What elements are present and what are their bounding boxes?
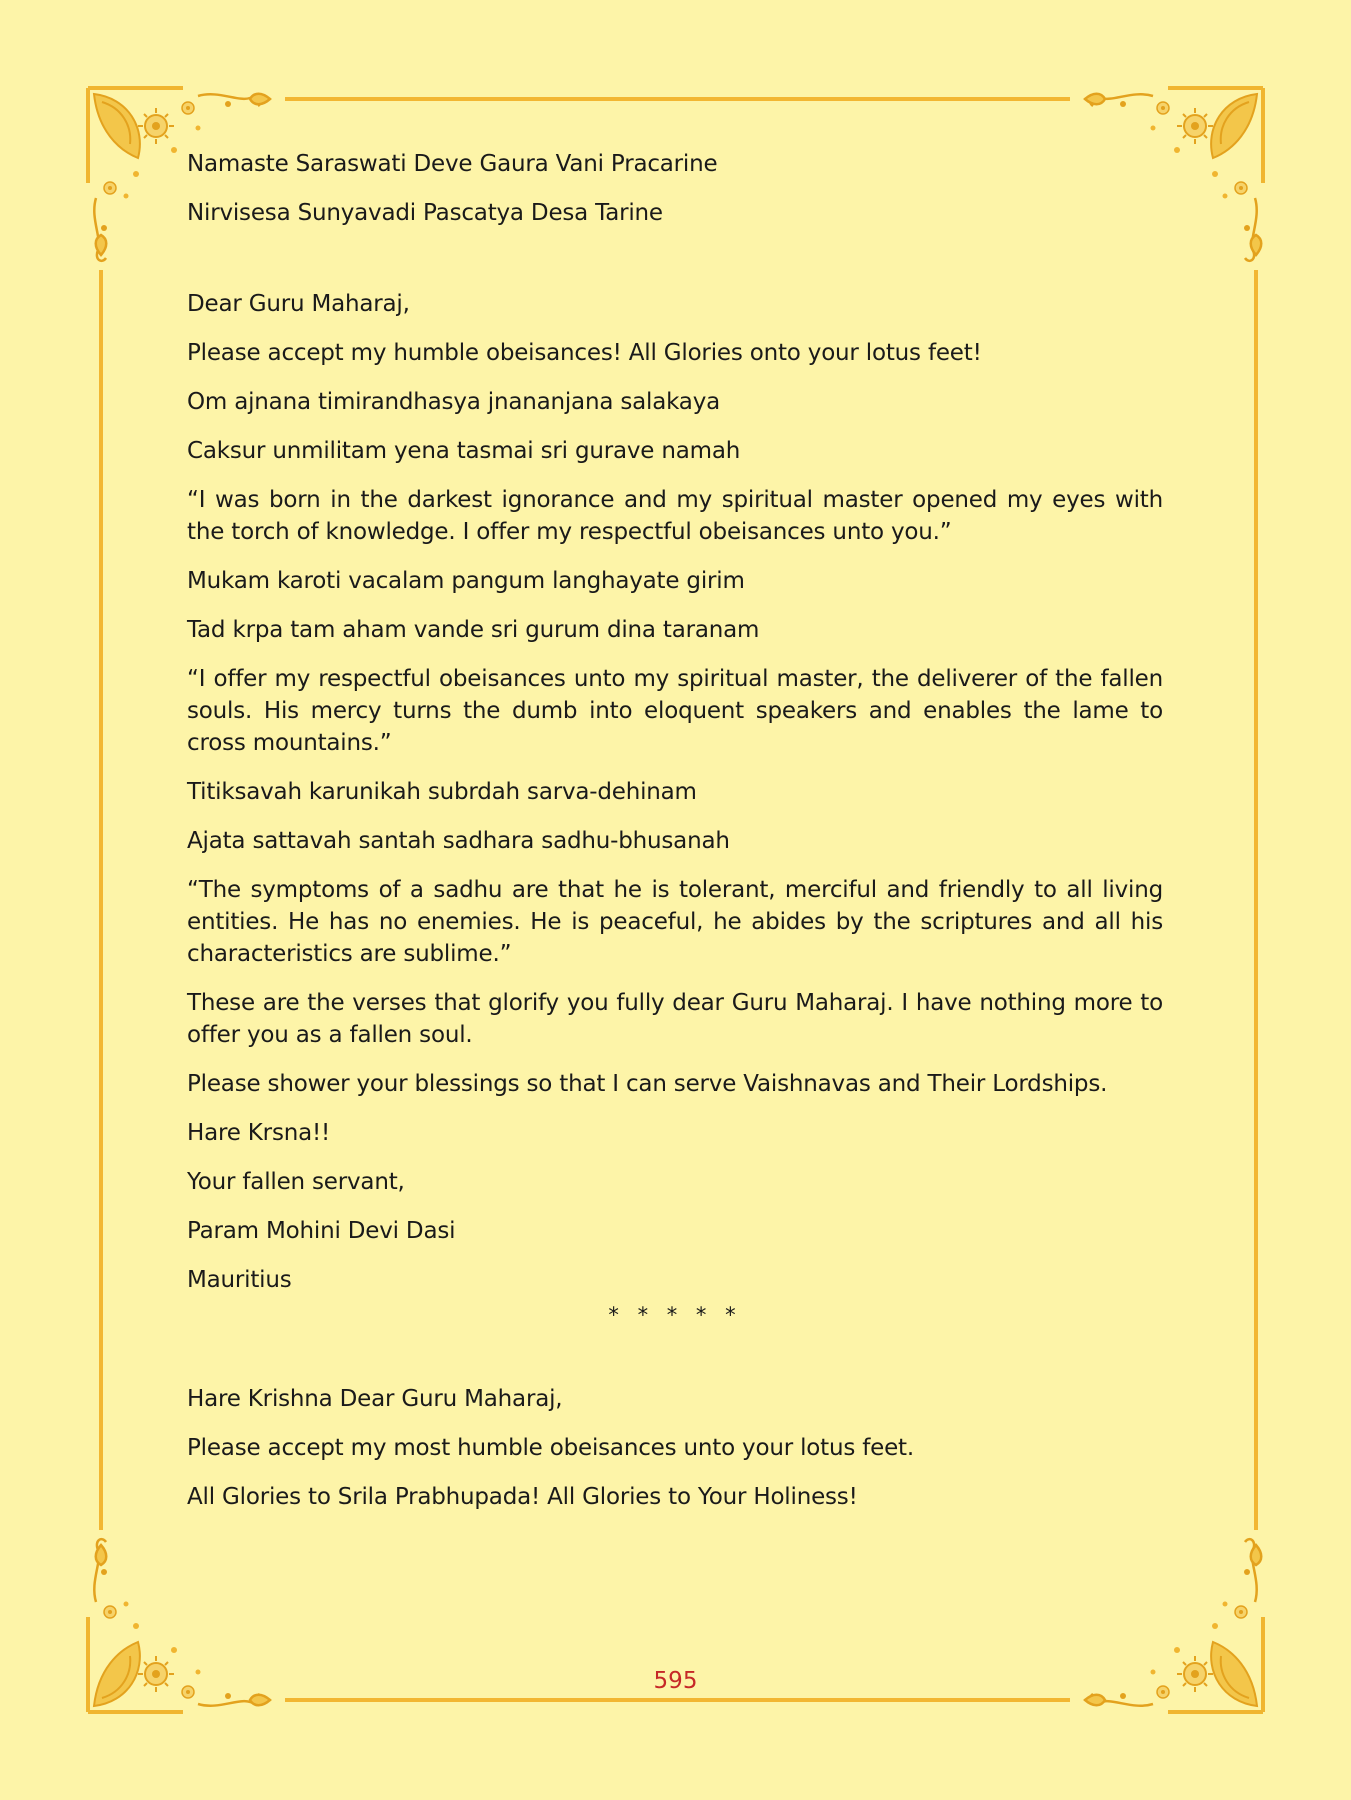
verse-translation: “I offer my respectful obeisances unto my spiritual master, the deliverer of the fallen souls. His mercy turns the dumb into eloquent speakers and enables the lame to cross mountains.”	[187, 666, 1163, 756]
closing-line: Your fallen servant,	[187, 1169, 405, 1195]
page-number: 595	[653, 1668, 698, 1694]
verse-translation: “The symptoms of a sadhu are that he is tolerant, merciful and friendly to all living entities. He has no enemies. He is peaceful, he abides by the scriptures and all his characteristics are sublime.”	[187, 877, 1163, 967]
verse-line: Tad krpa tam aham vande sri gurum dina taranam	[187, 617, 760, 643]
signature-location: Mauritius	[187, 1267, 292, 1293]
invocation-line: Namaste Saraswati Deve Gaura Vani Pracarine	[187, 151, 718, 177]
closing-line: Hare Krsna!!	[187, 1120, 331, 1146]
verse-line: Om ajnana timirandhasya jnananjana salakaya	[187, 389, 721, 415]
spacer	[187, 1331, 1163, 1383]
salutation: Dear Guru Maharaj,	[187, 291, 410, 317]
salutation: Hare Krishna Dear Guru Maharaj,	[187, 1386, 563, 1412]
verse-line: Mukam karoti vacalam pangum langhayate girim	[187, 568, 745, 594]
verse-line: Titiksavah karunikah subrdah sarva-dehinam	[187, 779, 697, 805]
paragraph: Please shower your blessings so that I can serve Vaishnavas and Their Lordships.	[187, 1071, 1108, 1097]
section-separator: * * * * *	[608, 1303, 742, 1327]
spacer	[187, 246, 1163, 288]
verse-line: Ajata sattavah santah sadhara sadhu-bhusanah	[187, 828, 730, 854]
verse-translation: “I was born in the darkest ignorance and my spiritual master opened my eyes with the torch of knowledge. I offer my respectful obeisances unto you.”	[187, 487, 1163, 545]
paragraph: Please accept my humble obeisances! All Glories onto your lotus feet!	[187, 340, 982, 366]
letter-body	[187, 148, 1163, 1530]
paragraph: Please accept my most humble obeisances unto your lotus feet.	[187, 1435, 914, 1461]
signature-name: Param Mohini Devi Dasi	[187, 1218, 456, 1244]
paragraph: These are the verses that glorify you fully dear Guru Maharaj. I have nothing more to offer you as a fallen soul.	[187, 990, 1163, 1048]
paragraph: All Glories to Srila Prabhupada! All Glories to Your Holiness!	[187, 1484, 858, 1510]
verse-line: Caksur unmilitam yena tasmai sri gurave namah	[187, 438, 741, 464]
invocation-line: Nirvisesa Sunyavadi Pascatya Desa Tarine	[187, 200, 663, 226]
